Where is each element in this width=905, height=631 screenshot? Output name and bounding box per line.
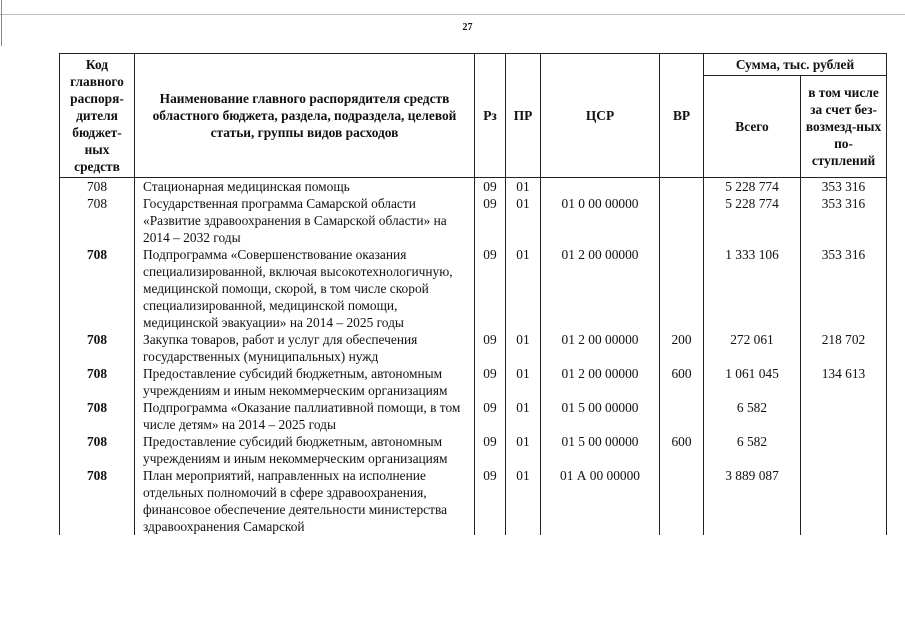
- cell-rz: 09: [475, 467, 506, 535]
- cell-pr: 01: [506, 178, 541, 196]
- cell-free: 353 316: [801, 246, 887, 331]
- cell-code: 708: [60, 433, 135, 467]
- cell-free: [801, 399, 887, 433]
- budget-table: [59, 53, 887, 535]
- cell-pr: 01: [506, 365, 541, 399]
- cell-pr: 01: [506, 246, 541, 331]
- table-row: [60, 365, 887, 399]
- header-free: в том числе за счет без-возмезд-ных по-ступлений: [801, 76, 887, 178]
- cell-rz: 09: [475, 178, 506, 196]
- table-row: [60, 331, 887, 365]
- cell-csr: 01 5 00 00000: [541, 433, 660, 467]
- table-body: [60, 178, 887, 536]
- cell-pr: 01: [506, 399, 541, 433]
- header-vr: ВР: [660, 54, 704, 178]
- cell-vr: [660, 399, 704, 433]
- cell-code: 708: [60, 399, 135, 433]
- cell-name: Предоставление субсидий бюджетным, автономным учреждениям и иным некоммерческим организациям: [135, 433, 475, 467]
- cell-csr: 01 5 00 00000: [541, 399, 660, 433]
- cell-pr: 01: [506, 433, 541, 467]
- cell-csr: 01 А 00 00000: [541, 467, 660, 535]
- cell-code: 708: [60, 195, 135, 246]
- cell-rz: 09: [475, 195, 506, 246]
- header-sum-group: Сумма, тыс. рублей: [704, 54, 887, 76]
- table-header: [60, 54, 887, 178]
- cell-total: 1 061 045: [704, 365, 801, 399]
- table-row: [60, 195, 887, 246]
- cell-vr: 600: [660, 433, 704, 467]
- header-pr: ПР: [506, 54, 541, 178]
- cell-name: Подпрограмма «Оказание паллиативной помощи, в том числе детям» на 2014 – 2025 годы: [135, 399, 475, 433]
- table-row: [60, 246, 887, 331]
- page-cut-off: [59, 592, 887, 631]
- page-number: 27: [462, 22, 473, 33]
- cell-total: 6 582: [704, 433, 801, 467]
- cell-code: 708: [60, 467, 135, 535]
- cell-pr: 01: [506, 331, 541, 365]
- cell-name: План мероприятий, направленных на исполнение отдельных полномочий в сфере здравоохранения, финансовое обеспечение деятельности министерства здравоохранения Самарской: [135, 467, 475, 535]
- table-row: [60, 399, 887, 433]
- cell-free: 218 702: [801, 331, 887, 365]
- header-rz: Рз: [475, 54, 506, 178]
- header-csr: ЦСР: [541, 54, 660, 178]
- cell-vr: [660, 195, 704, 246]
- cell-total: 272 061: [704, 331, 801, 365]
- header-code: Код главного распоря-дителя бюджет-ных средств: [60, 54, 135, 178]
- cell-csr: [541, 178, 660, 196]
- cell-free: [801, 433, 887, 467]
- cell-name: Государственная программа Самарской области «Развитие здравоохранения в Самарской области» на 2014 – 2032 годы: [135, 195, 475, 246]
- cell-csr: 01 2 00 00000: [541, 365, 660, 399]
- cell-csr: 01 2 00 00000: [541, 331, 660, 365]
- cell-vr: [660, 467, 704, 535]
- cell-total: 3 889 087: [704, 467, 801, 535]
- cell-vr: 200: [660, 331, 704, 365]
- cell-rz: 09: [475, 331, 506, 365]
- table-row: [60, 178, 887, 196]
- cell-code: 708: [60, 331, 135, 365]
- cell-name: Закупка товаров, работ и услуг для обеспечения государственных (муниципальных) нужд: [135, 331, 475, 365]
- cell-rz: 09: [475, 433, 506, 467]
- header-total: Всего: [704, 76, 801, 178]
- cell-total: 1 333 106: [704, 246, 801, 331]
- cell-name: Стационарная медицинская помощь: [135, 178, 475, 196]
- cell-code: 708: [60, 178, 135, 196]
- cell-free: 353 316: [801, 195, 887, 246]
- cell-free: 353 316: [801, 178, 887, 196]
- cell-rz: 09: [475, 365, 506, 399]
- table-row: [60, 467, 887, 535]
- cell-rz: 09: [475, 399, 506, 433]
- scan-edge-top: [0, 14, 905, 15]
- cell-code: 708: [60, 246, 135, 331]
- cell-total: 5 228 774: [704, 178, 801, 196]
- cell-total: 6 582: [704, 399, 801, 433]
- cell-total: 5 228 774: [704, 195, 801, 246]
- cell-vr: [660, 178, 704, 196]
- table-row: [60, 433, 887, 467]
- cell-code: 708: [60, 365, 135, 399]
- cell-free: [801, 467, 887, 535]
- cell-pr: 01: [506, 467, 541, 535]
- cell-csr: 01 2 00 00000: [541, 246, 660, 331]
- cell-csr: 01 0 00 00000: [541, 195, 660, 246]
- cell-name: Подпрограмма «Совершенствование оказания специализированной, включая высокотехнологичную, медицинской помощи, скорой, в том числе скорой специализированной, медицинской помощи, медицинской эвакуации» на 2014 – 2025 годы: [135, 246, 475, 331]
- cell-free: 134 613: [801, 365, 887, 399]
- cell-vr: [660, 246, 704, 331]
- cell-pr: 01: [506, 195, 541, 246]
- header-name: Наименование главного распорядителя средств областного бюджета, раздела, подраздела, целевой статьи, группы видов расходов: [135, 54, 475, 178]
- cell-rz: 09: [475, 246, 506, 331]
- cell-name: Предоставление субсидий бюджетным, автономным учреждениям и иным некоммерческим организациям: [135, 365, 475, 399]
- cell-vr: 600: [660, 365, 704, 399]
